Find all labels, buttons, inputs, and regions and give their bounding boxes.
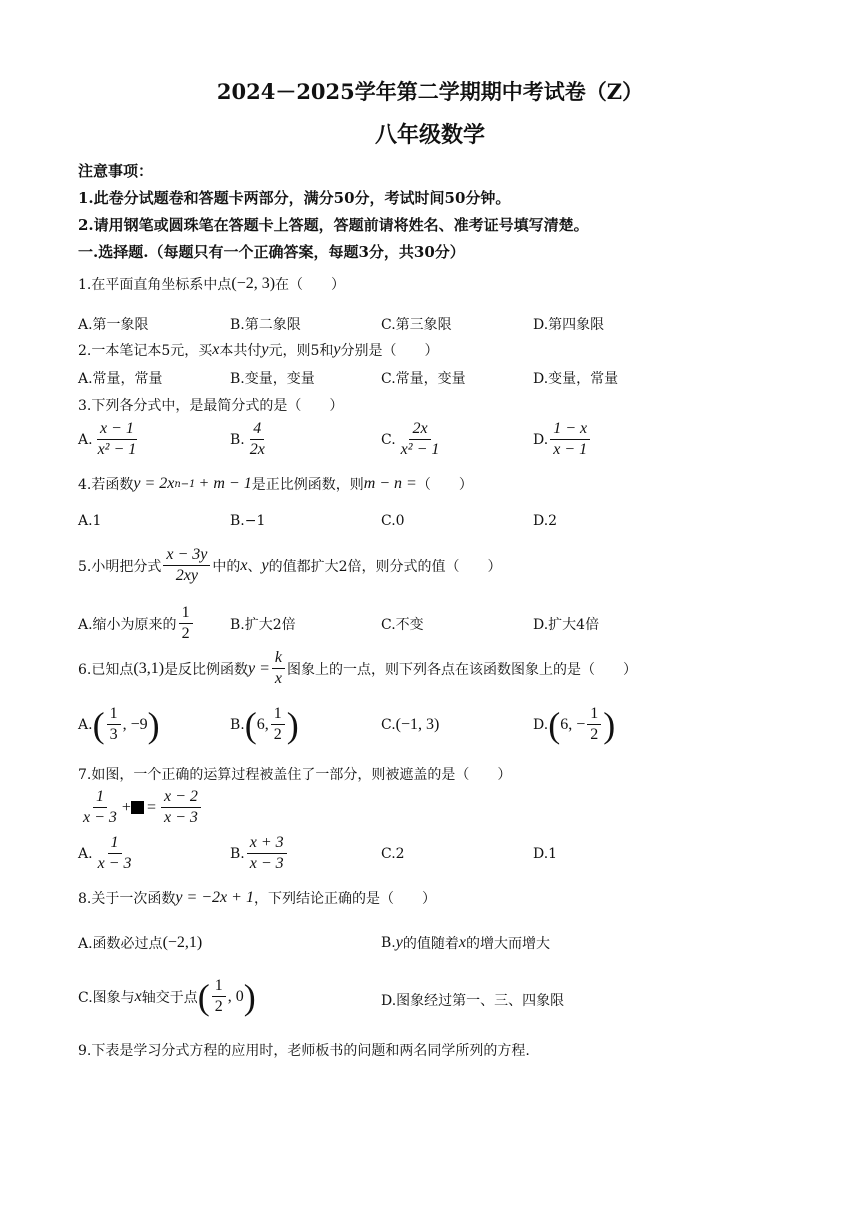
q8-b-text-mid: 的值随着 bbox=[402, 936, 459, 952]
q6-label-c: C. bbox=[381, 717, 396, 733]
q5-var-x: x bbox=[240, 556, 248, 574]
q5-a-den: 2 bbox=[181, 625, 190, 642]
q1-point: (−2, 3) bbox=[231, 275, 276, 292]
exam-title: 2024－2025学年第二学期期中考试卷（Z） bbox=[216, 79, 644, 104]
q8-c-var-x: x bbox=[134, 987, 142, 1005]
q5-a-text: A.缩小为原来的 bbox=[78, 616, 177, 633]
q7-a-fraction bbox=[95, 833, 135, 874]
question-9: 9.下表是学习分式方程的应用时，老师板书的问题和两名同学所列的方程. bbox=[78, 1043, 530, 1059]
q8-b-label: B. bbox=[381, 935, 396, 951]
q6-b-fraction bbox=[271, 704, 285, 745]
q2-text-4: 分别是（ ） bbox=[340, 343, 439, 359]
question-6 bbox=[78, 648, 637, 689]
q8-b-var-x: x bbox=[458, 934, 466, 951]
notice-heading: 注意事项： bbox=[78, 162, 154, 180]
q3-d-num: 1 − x bbox=[550, 419, 590, 440]
q6-d-den: 2 bbox=[590, 726, 599, 743]
q6-d-rparen: ) bbox=[603, 704, 616, 745]
q7-b-den: x − 3 bbox=[249, 855, 284, 872]
q5-text-pre: 5.小明把分式 bbox=[78, 558, 162, 575]
q5-var-y: y bbox=[261, 556, 269, 574]
question-3: 3.下列各分式中，是最简分式的是（ ） bbox=[78, 398, 344, 414]
q2-option-b: B.变量，变量 bbox=[230, 371, 315, 387]
q4-text-post: （ ） bbox=[416, 477, 473, 493]
q6-b-pre: 6, bbox=[256, 715, 269, 733]
q4-text-pre: 4.若函数 bbox=[78, 477, 134, 493]
q3-b-den: 2x bbox=[249, 441, 265, 458]
q3-d-den: x − 1 bbox=[553, 441, 588, 458]
q6-b-den: 2 bbox=[273, 726, 282, 743]
q2-text-2: 本共付 bbox=[219, 343, 262, 359]
q8-c-den: 2 bbox=[214, 998, 223, 1015]
q6-d-lparen: ( bbox=[548, 704, 561, 745]
q2-option-c: C.常量，变量 bbox=[381, 371, 466, 387]
q5-text-mid: 中的 bbox=[212, 558, 241, 575]
q7-option-c: C.2 bbox=[381, 846, 405, 862]
section-heading: 一.选择题.（每题只有一个正确答案，每题3分，共30分） bbox=[78, 243, 465, 261]
q8-c-fraction bbox=[212, 976, 226, 1017]
q6-b-lparen: ( bbox=[244, 704, 257, 745]
q6-b-rparen: ) bbox=[286, 704, 299, 745]
q3-label-c: C. bbox=[381, 431, 396, 448]
q6-a-rest: , −9 bbox=[122, 715, 148, 733]
q7-eq-left bbox=[80, 787, 120, 828]
q2-var-y: y bbox=[261, 341, 269, 358]
q8-func: y = −2x + 1 bbox=[175, 889, 254, 906]
q7-b-num: x + 3 bbox=[247, 833, 287, 854]
question-8 bbox=[78, 888, 436, 908]
q3-fraction-c bbox=[398, 419, 443, 460]
q7-a-num: 1 bbox=[108, 833, 122, 854]
q5-a-fraction bbox=[179, 603, 193, 644]
q6-c-point: (−1, 3) bbox=[395, 716, 440, 733]
exam-subtitle: 八年级数学 bbox=[374, 122, 485, 148]
q4-option-a: A.1 bbox=[78, 513, 102, 529]
question-4 bbox=[78, 474, 473, 494]
q6-d-pre: 6, − bbox=[560, 715, 586, 733]
q8-a-text: A.函数必过点 bbox=[78, 936, 163, 952]
q4-option-d: D.2 bbox=[533, 513, 558, 529]
covered-block-icon bbox=[131, 801, 144, 814]
q6-point: (3,1) bbox=[133, 659, 165, 677]
q3-fraction-b bbox=[247, 419, 268, 460]
q8-option-b bbox=[381, 933, 550, 953]
question-1 bbox=[78, 274, 345, 294]
q1-option-b: B.第二象限 bbox=[230, 317, 301, 333]
q6-a-den: 3 bbox=[109, 726, 118, 743]
q8-c-text-pre: C.图象与 bbox=[78, 989, 135, 1006]
q7-eq-plus: + bbox=[121, 798, 131, 816]
q8-c-rest: , 0 bbox=[227, 987, 244, 1005]
q4-func-exp: n−1 bbox=[174, 478, 196, 490]
question-5 bbox=[78, 545, 501, 586]
q6-label-a: A. bbox=[78, 716, 93, 733]
q2-var-x: x bbox=[212, 341, 220, 358]
q5-option-b: B.扩大2倍 bbox=[230, 617, 296, 633]
q3-fraction-a bbox=[95, 419, 140, 460]
q3-option-c bbox=[381, 419, 444, 460]
q7-eq-right-den: x − 3 bbox=[163, 809, 198, 826]
q6-option-a bbox=[78, 704, 160, 745]
q8-text-pre: 8.关于一次函数 bbox=[78, 891, 176, 907]
q4-expr: m − n = bbox=[363, 475, 417, 492]
q3-option-b bbox=[230, 419, 270, 460]
q2-text-3: 元，则5和 bbox=[268, 343, 334, 359]
q8-text-post: ，下列结论正确的是（ ） bbox=[253, 891, 436, 907]
q3-label-a: A. bbox=[78, 431, 93, 448]
q3-c-den: x² − 1 bbox=[400, 441, 440, 458]
q7-eq-right-num: x − 2 bbox=[161, 787, 201, 808]
q6-option-c bbox=[381, 716, 439, 734]
q5-option-a bbox=[78, 603, 195, 644]
q6-a-fraction bbox=[107, 704, 121, 745]
q3-fraction-d bbox=[550, 419, 590, 460]
q6-b-num: 1 bbox=[271, 704, 285, 725]
q1-option-c: C.第三象限 bbox=[381, 317, 452, 333]
q4-option-c: C.0 bbox=[381, 513, 405, 529]
q7-option-b bbox=[230, 833, 289, 874]
q5-option-c: C.不变 bbox=[381, 617, 424, 633]
q1-option-d: D.第四象限 bbox=[533, 317, 605, 333]
q8-option-c bbox=[78, 976, 256, 1017]
q7-a-den: x − 3 bbox=[97, 855, 132, 872]
q8-c-num: 1 bbox=[212, 976, 226, 997]
q7-label-a: A. bbox=[78, 845, 93, 862]
q3-c-num: 2x bbox=[409, 419, 430, 440]
q7-eq-right bbox=[161, 787, 201, 828]
q7-equation bbox=[78, 787, 203, 828]
q6-option-d bbox=[533, 704, 615, 745]
q7-eq-equals: = bbox=[146, 798, 156, 816]
q7-option-a bbox=[78, 833, 136, 874]
q6-text-pre: 6.已知点 bbox=[78, 661, 134, 678]
q5-a-num: 1 bbox=[179, 603, 193, 624]
q7-label-b: B. bbox=[230, 845, 245, 862]
q8-b-var-y: y bbox=[395, 934, 403, 951]
q2-option-a: A.常量，常量 bbox=[78, 371, 163, 387]
q6-d-num: 1 bbox=[587, 704, 601, 725]
q5-option-d: D.扩大4倍 bbox=[533, 617, 600, 633]
q3-a-num: x − 1 bbox=[97, 419, 137, 440]
q8-a-point: (−2,1) bbox=[162, 934, 203, 951]
q5-text-post: 的值都扩大2倍，则分式的值（ ） bbox=[268, 558, 502, 575]
q8-option-d: D.图象经过第一、三、四象限 bbox=[381, 993, 565, 1009]
q2-text-1: 2.一本笔记本5元，买 bbox=[78, 343, 213, 359]
q3-option-d bbox=[533, 419, 592, 460]
q3-label-b: B. bbox=[230, 431, 245, 448]
q6-func-fraction bbox=[272, 648, 285, 689]
q3-a-den: x² − 1 bbox=[97, 441, 137, 458]
q3-label-d: D. bbox=[533, 431, 549, 448]
q8-c-lparen: ( bbox=[197, 976, 210, 1017]
q1-text-pre: 1.在平面直角坐标系中点 bbox=[78, 277, 232, 293]
q7-eq-left-num: 1 bbox=[93, 787, 107, 808]
q8-option-a bbox=[78, 933, 202, 953]
q6-option-b bbox=[230, 704, 299, 745]
q8-c-rparen: ) bbox=[243, 976, 256, 1017]
q6-func-lhs: y = bbox=[248, 659, 270, 677]
q5-frac-den: 2xy bbox=[175, 567, 198, 584]
q6-a-rparen: ) bbox=[147, 704, 160, 745]
q2-var-y-2: y bbox=[333, 341, 341, 358]
q6-func-num: k bbox=[272, 648, 285, 669]
q4-option-b: B.−1 bbox=[230, 513, 266, 529]
q7-option-d: D.1 bbox=[533, 846, 558, 862]
question-2 bbox=[78, 340, 439, 360]
q2-option-d: D.变量，常量 bbox=[533, 371, 619, 387]
q6-text-post: 图象上的一点，则下列各点在该函数图象上的是（ ） bbox=[287, 661, 638, 678]
q3-b-num: 4 bbox=[250, 419, 264, 440]
q8-b-text-post: 的增大而增大 bbox=[465, 936, 550, 952]
q4-func-b: + m − 1 bbox=[198, 475, 252, 492]
q3-option-a bbox=[78, 419, 141, 460]
q7-b-fraction bbox=[247, 833, 287, 874]
q5-fraction bbox=[163, 545, 210, 586]
q4-text-mid: 是正比例函数，则 bbox=[251, 477, 364, 493]
q6-text-mid: 是反比例函数 bbox=[164, 661, 249, 678]
q6-a-lparen: ( bbox=[92, 704, 105, 745]
q4-func-a: y = 2x bbox=[133, 475, 175, 492]
q7-eq-left-den: x − 3 bbox=[83, 809, 117, 826]
q6-d-fraction bbox=[587, 704, 601, 745]
q6-a-num: 1 bbox=[107, 704, 121, 725]
q1-option-a: A.第一象限 bbox=[78, 317, 149, 333]
q5-sep: 、 bbox=[247, 558, 262, 575]
notice-item-2: 2.请用钢笔或圆珠笔在答题卡上答题，答题前请将姓名、准考证号填写清楚。 bbox=[78, 216, 589, 234]
q5-frac-num: x − 3y bbox=[163, 545, 210, 566]
q6-label-b: B. bbox=[230, 716, 245, 733]
question-7: 7.如图，一个正确的运算过程被盖住了一部分，则被遮盖的是（ ） bbox=[78, 767, 512, 783]
q1-text-post: 在（ ） bbox=[275, 277, 346, 293]
q6-label-d: D. bbox=[533, 716, 549, 733]
q8-c-text-mid: 轴交于点 bbox=[141, 989, 198, 1006]
notice-item-1: 1.此卷分试题卷和答题卡两部分，满分50分，考试时间50分钟。 bbox=[78, 189, 511, 207]
q6-func-den: x bbox=[274, 670, 283, 687]
